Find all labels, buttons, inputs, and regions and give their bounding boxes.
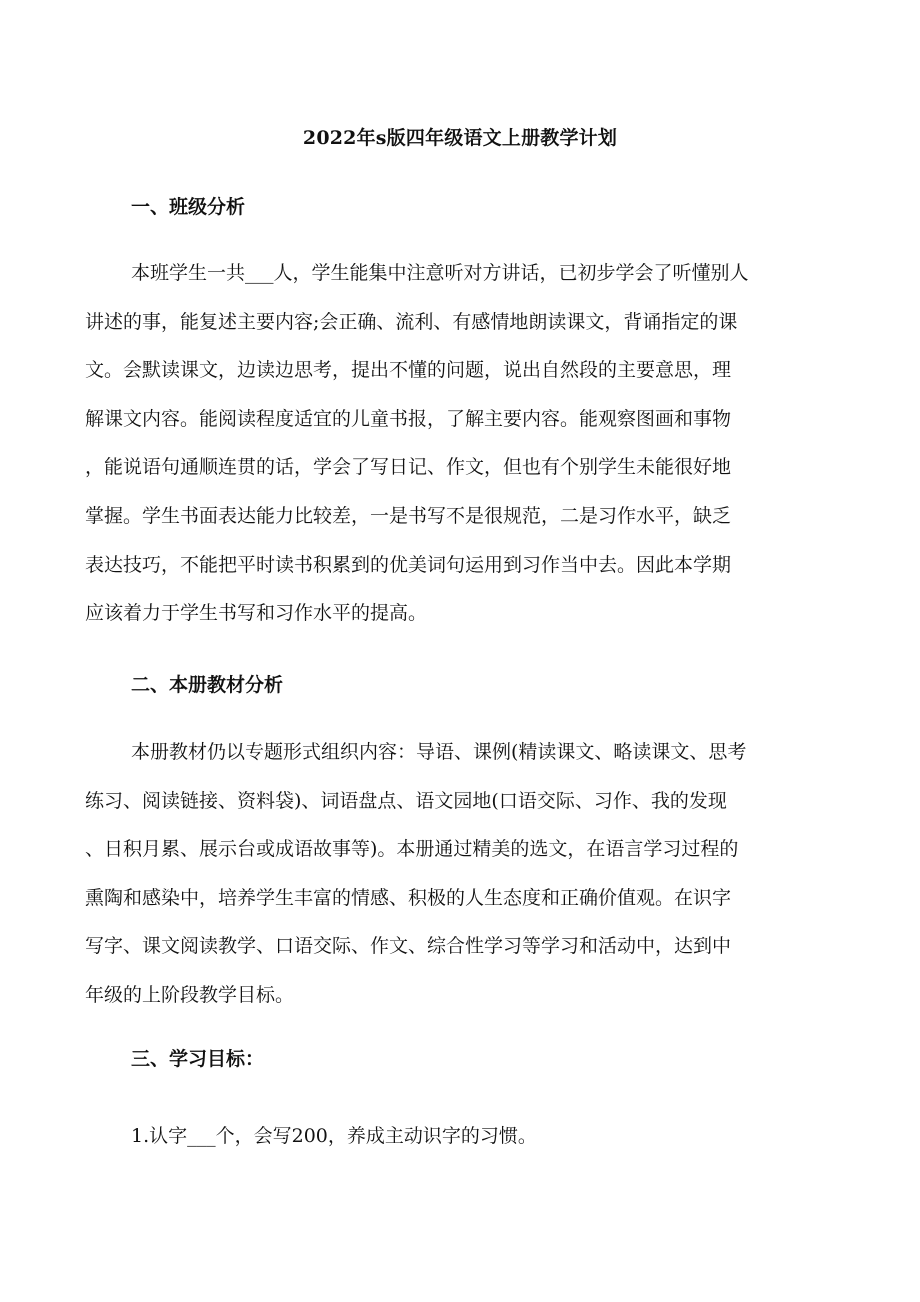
paragraph-line: 应该着力于学生书写和习作水平的提高。 <box>85 602 428 625</box>
section-heading-textbook-analysis: 二、本册教材分析 <box>131 674 284 696</box>
paragraph-class-analysis <box>85 249 845 638</box>
paragraph-line: 表达技巧，不能把平时读书积累到的优美词句运用到习作当中去。因此本学期 <box>85 553 732 576</box>
paragraph-line: 掌握。学生书面表达能力比较差，一是书写不是很规范，二是习作水平，缺乏 <box>85 504 732 527</box>
paragraph-line: 本班学生一共___人，学生能集中注意听对方讲话，已初步学会了听懂别人 <box>131 262 749 284</box>
goal-item: 1.认字___个，会写200，养成主动识字的习惯。 <box>131 1125 537 1147</box>
paragraph-line: ，能说语句通顺连贯的话，学会了写日记、作文，但也有个别学生未能很好地 <box>85 456 732 479</box>
paragraph-line: 练习、阅读链接、资料袋)、词语盘点、语文园地(口语交际、习作、我的发现 <box>85 789 727 812</box>
paragraph-line: 年级的上阶段教学目标。 <box>85 983 295 1006</box>
paragraph-line: 写字、课文阅读教学、口语交际、作文、综合性学习等学习和活动中，达到中 <box>85 935 732 958</box>
paragraph-textbook-analysis <box>85 728 845 1020</box>
paragraph-line: 解课文内容。能阅读程度适宜的儿童书报，了解主要内容。能观察图画和事物 <box>85 407 732 430</box>
paragraph-line: 本册教材仍以专题形式组织内容：导语、课例(精读课文、略读课文、思考 <box>131 741 747 763</box>
paragraph-line: 熏陶和感染中，培养学生丰富的情感、积极的人生态度和正确价值观。在识字 <box>85 886 732 909</box>
document-title: 2022年s版四年级语文上册教学计划 <box>302 127 618 149</box>
paragraph-line: 文。会默读课文，边读边思考，提出不懂的问题，说出自然段的主要意思，理 <box>85 359 732 382</box>
section-heading-learning-goals: 三、学习目标： <box>131 1048 265 1070</box>
paragraph-line: 、日积月累、展示台或成语故事等)。本册通过精美的选文，在语言学习过程的 <box>85 838 739 861</box>
section-heading-class-analysis: 一、班级分析 <box>131 196 246 218</box>
paragraph-line: 讲述的事，能复述主要内容;会正确、流利、有感情地朗读课文，背诵指定的课 <box>85 310 738 333</box>
